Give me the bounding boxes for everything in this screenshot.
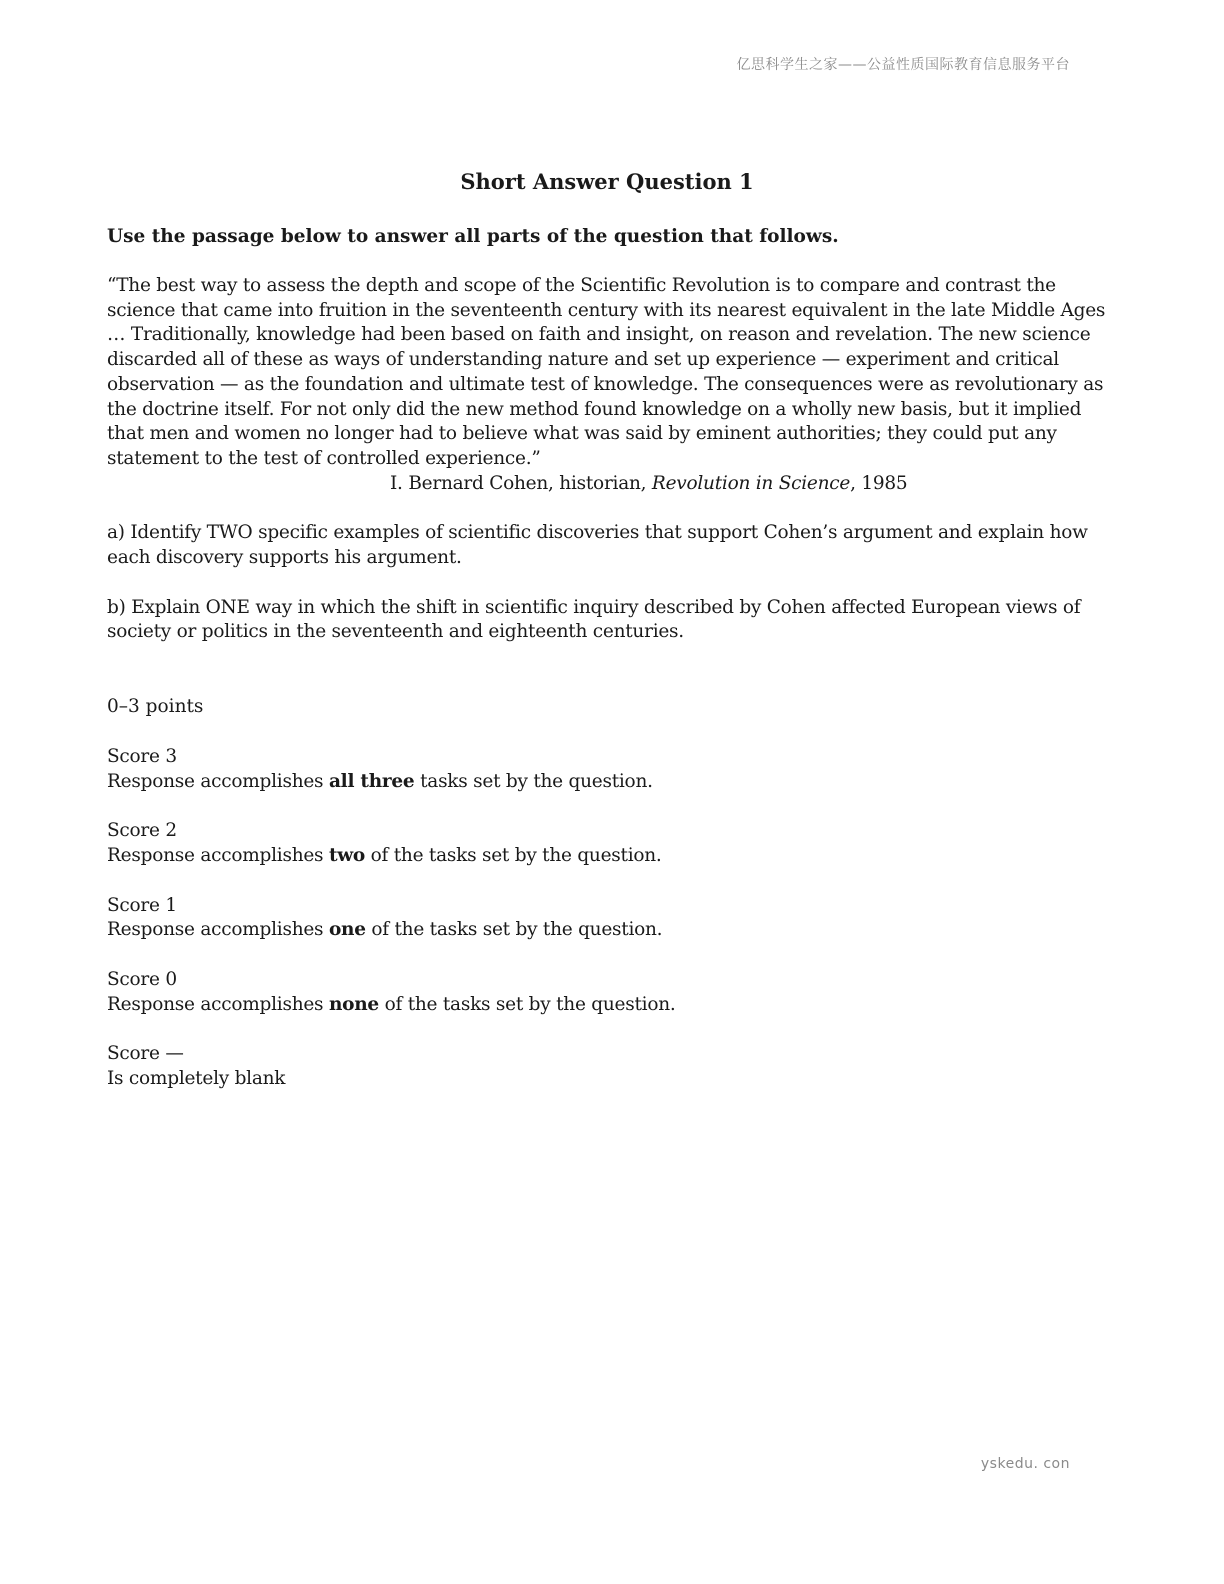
score-description — [107, 844, 1107, 869]
score-block-blank — [107, 1042, 1107, 1091]
score-description-suffix: of the tasks set by the question. — [365, 919, 663, 941]
question-part-b: b) Explain ONE way in which the shift in scientific inquiry described by Cohen affected European views of society or politics in the seventeenth and eighteenth centuries. — [107, 596, 1081, 643]
footer-watermark-text: yskedu. con — [980, 1456, 1070, 1472]
score-block-0 — [107, 968, 1107, 1017]
score-description-prefix: Response accomplishes — [107, 770, 329, 792]
instruction-text: Use the passage below to answer all parts of the question that follows. — [107, 226, 839, 247]
score-description-suffix: of the tasks set by the question. — [365, 844, 662, 866]
score-label: Score 2 — [107, 820, 177, 842]
score-block-2 — [107, 819, 1107, 868]
quoted-passage: “The best way to assess the depth and scope of the Scientific Revolution is to compare and contrast the science that came into fruition in the seventeenth century with its nearest equivalent in the late Middle Ages … Traditionally, knowledge had been based on faith and insight, on reason and revelation. The new science discarded all of these as ways of understanding nature and set up experience — experiment and critical observation — as the foundation and ultimate test of knowledge. The consequences were as revolutionary as the doctrine itself. For not only did the new method found knowledge on a wholly new basis, but it implied that men and women no longer had to believe what was said by eminent authorities; they could put any statement to the test of controlled experience.” — [107, 275, 1106, 469]
page-title: Short Answer Question 1 — [460, 169, 754, 194]
header-watermark-text: 亿思科学生之家——公益性质国际教育信息服务平台 — [736, 57, 1070, 73]
citation-work-title: Revolution in Science — [651, 472, 851, 494]
score-description-emphasis: one — [328, 919, 366, 941]
question-part-a: a) Identify TWO specific examples of scientific discoveries that support Cohen’s argument and explain how each discovery supports his argument. — [107, 522, 1088, 569]
score-label: Score 1 — [107, 894, 177, 916]
score-description-suffix: of the tasks set by the question. — [378, 993, 676, 1015]
score-description-prefix: Response accomplishes — [107, 919, 329, 941]
score-label: Score — — [107, 1043, 184, 1065]
score-description-suffix: tasks set by the question. — [414, 770, 653, 792]
citation-author: I. Bernard Cohen, historian, — [390, 472, 652, 494]
points-range: 0–3 points — [107, 696, 204, 718]
score-description-prefix: Response accomplishes — [107, 844, 329, 866]
score-description-prefix: Response accomplishes — [107, 993, 329, 1015]
score-description-emphasis: two — [328, 844, 365, 866]
score-block-3 — [107, 745, 1107, 794]
score-description-emphasis: none — [328, 993, 379, 1015]
passage-citation — [390, 472, 1107, 497]
score-block-1 — [107, 894, 1107, 943]
score-description — [107, 1067, 1107, 1092]
score-description-emphasis: all three — [328, 770, 415, 792]
score-label: Score 3 — [107, 745, 177, 767]
document-body — [107, 168, 1107, 1117]
score-description — [107, 918, 1107, 943]
score-description-prefix: Is completely blank — [107, 1068, 286, 1090]
citation-year: , 1985 — [850, 472, 908, 494]
score-label: Score 0 — [107, 969, 177, 991]
score-description — [107, 993, 1107, 1018]
score-description — [107, 770, 1107, 795]
